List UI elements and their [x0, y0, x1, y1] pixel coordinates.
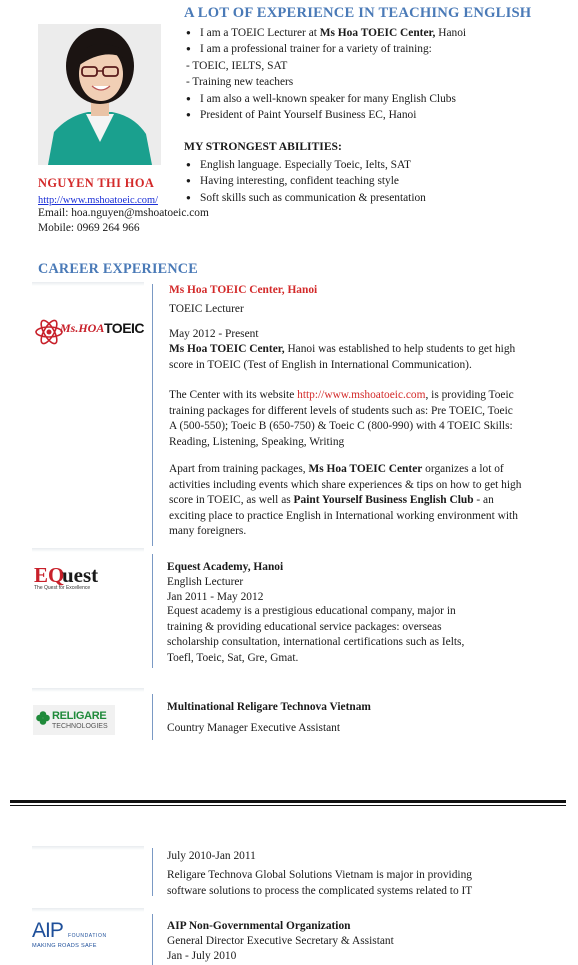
text: many foreigners. — [169, 525, 247, 537]
section-vertical-rule — [152, 554, 153, 668]
header-bullet-list — [186, 25, 466, 123]
abilities-list — [186, 157, 426, 206]
section-divider — [32, 548, 144, 552]
logo-tagline: MAKING ROADS SAFE — [32, 943, 97, 949]
abilities-title: MY STRONGEST ABILITIES: — [184, 140, 342, 153]
logo-technologies-text: TECHNOLOGIES — [52, 723, 108, 730]
section-vertical-rule — [152, 694, 153, 740]
text: Toefl, Toeic, Sat, Gre, Gmat. — [167, 651, 299, 664]
clover-icon — [36, 711, 50, 725]
text: score in TOEIC (Test of English in International Communication). — [169, 358, 472, 371]
bold-text: Ms Hoa TOEIC Center, — [169, 343, 285, 355]
bullet-bold-text: Ms Hoa TOEIC Center, — [319, 27, 436, 39]
text: training packages for different levels of students such as: Pre TOEIC, Toeic — [169, 404, 513, 417]
logo-eq-text: EQ — [34, 563, 65, 587]
bullet-item: ● President of Paint Yourself Business EC, Hanoi — [186, 107, 466, 123]
company-description-3 — [169, 462, 549, 540]
profile-website-link[interactable]: http://www.mshoatoeic.com/ — [38, 195, 158, 206]
logo-tagline: The Quest for Excellence — [34, 585, 91, 591]
company-description-2 — [169, 388, 549, 450]
text: Reading, Listening, Speaking, Writing — [169, 435, 345, 448]
company-name: Equest Academy, Hanoi — [167, 561, 284, 573]
job-role: General Director Executive Secretary & Assistant — [167, 935, 394, 947]
text: scholarship consultation, international certifications such as Ielts, — [167, 636, 465, 648]
bullet-text: Hanoi — [435, 27, 467, 39]
logo-aip-text: AIP — [32, 919, 63, 942]
mshoa-logo — [34, 314, 146, 350]
text: Equest academy is a prestigious educational company, major in — [167, 605, 456, 617]
text: , is providing Toeic — [425, 389, 514, 401]
bold-text: Ms Hoa TOEIC Center — [308, 463, 423, 475]
website-link[interactable]: http://www.mshoatoeic.com — [297, 389, 426, 401]
text: organizes a lot of — [422, 463, 504, 475]
logo-foundation-text: FOUNDATION — [68, 933, 107, 939]
profile-email: Email: hoa.nguyen@mshoatoeic.com — [38, 207, 209, 219]
logo-religare-text: RELIGARE — [52, 710, 107, 722]
text: A (500-550); Toeic B (650-750) & Toeic C (800-990) with 4 TOEIC Skills: — [169, 420, 513, 432]
company-description — [167, 868, 472, 899]
text: Apart from training packages, — [169, 463, 309, 475]
portrait-image — [38, 24, 161, 165]
section-divider — [32, 846, 144, 850]
bullet-item: ● I am a professional trainer for a variety of training: — [186, 41, 466, 57]
ability-item: ● English language. Especially Toeic, Ielts, SAT — [186, 157, 426, 173]
section-divider — [32, 688, 144, 692]
bullet-sub-item: - TOEIC, IELTS, SAT — [186, 59, 288, 72]
job-period: Jan 2011 - May 2012 — [167, 591, 264, 603]
text: Hanoi was established to help students to get high — [284, 343, 516, 355]
bullet-item: ● I am also a well-known speaker for many English Clubs — [186, 91, 466, 107]
job-period: Jan - July 2010 — [167, 950, 237, 962]
section-divider — [32, 908, 144, 912]
religare-logo — [33, 705, 115, 735]
equest-logo — [34, 563, 106, 593]
bullet-item — [186, 25, 466, 41]
text: score in TOEIC, as well as — [169, 494, 294, 506]
company-name: Multinational Religare Technova Vietnam — [167, 701, 371, 713]
bullet-sub-item: - Training new teachers — [186, 76, 294, 89]
text: activities including events which share experiences & tips on how to get high — [169, 478, 522, 491]
ability-item: ● Having interesting, confident teaching style — [186, 173, 426, 189]
profile-photo — [38, 24, 161, 165]
text: exciting place to practice English in International working environment with — [169, 509, 518, 522]
page-break-rule-thick — [10, 800, 566, 803]
bold-text: Paint Yourself Business English Club — [293, 494, 474, 506]
bullet-text: I am a TOEIC Lecturer at — [200, 27, 320, 39]
section-divider — [32, 282, 144, 286]
company-name: Ms Hoa TOEIC Center, Hanoi — [169, 284, 318, 296]
section-vertical-rule — [152, 848, 153, 896]
job-role: English Lecturer — [167, 576, 244, 588]
job-role: TOEIC Lecturer — [169, 303, 244, 315]
profile-name: NGUYEN THI HOA — [38, 176, 155, 190]
company-description — [167, 604, 464, 666]
text: software solutions to process the complicated systems related to IT — [167, 884, 473, 897]
company-description-1 — [169, 342, 549, 373]
header-title: A LOT OF EXPERIENCE IN TEACHING ENGLISH — [184, 5, 532, 21]
page-break-rule-thin — [10, 805, 566, 806]
profile-mobile: Mobile: 0969 264 966 — [38, 222, 140, 234]
job-role: Country Manager Executive Assistant — [167, 722, 341, 734]
aip-logo — [32, 921, 114, 951]
text: Religare Technova Global Solutions Vietnam is major in providing — [167, 869, 472, 881]
company-name: AIP Non-Governmental Organization — [167, 920, 351, 932]
text: - an — [473, 494, 494, 506]
text: The Center with its website — [169, 389, 298, 401]
career-title: CAREER EXPERIENCE — [38, 261, 198, 277]
section-vertical-rule — [152, 284, 153, 546]
logo-ms-text: Ms.HOA — [60, 321, 105, 335]
logo-uest-text: uest — [62, 563, 99, 587]
job-period: May 2012 - Present — [169, 328, 259, 340]
ability-item: ● Soft skills such as communication & presentation — [186, 190, 426, 206]
section-vertical-rule — [152, 914, 153, 965]
logo-toeic-text: TOEIC — [104, 320, 145, 336]
job-period: July 2010-Jan 2011 — [167, 850, 256, 862]
text: training & providing educational service packages: overseas — [167, 620, 442, 633]
